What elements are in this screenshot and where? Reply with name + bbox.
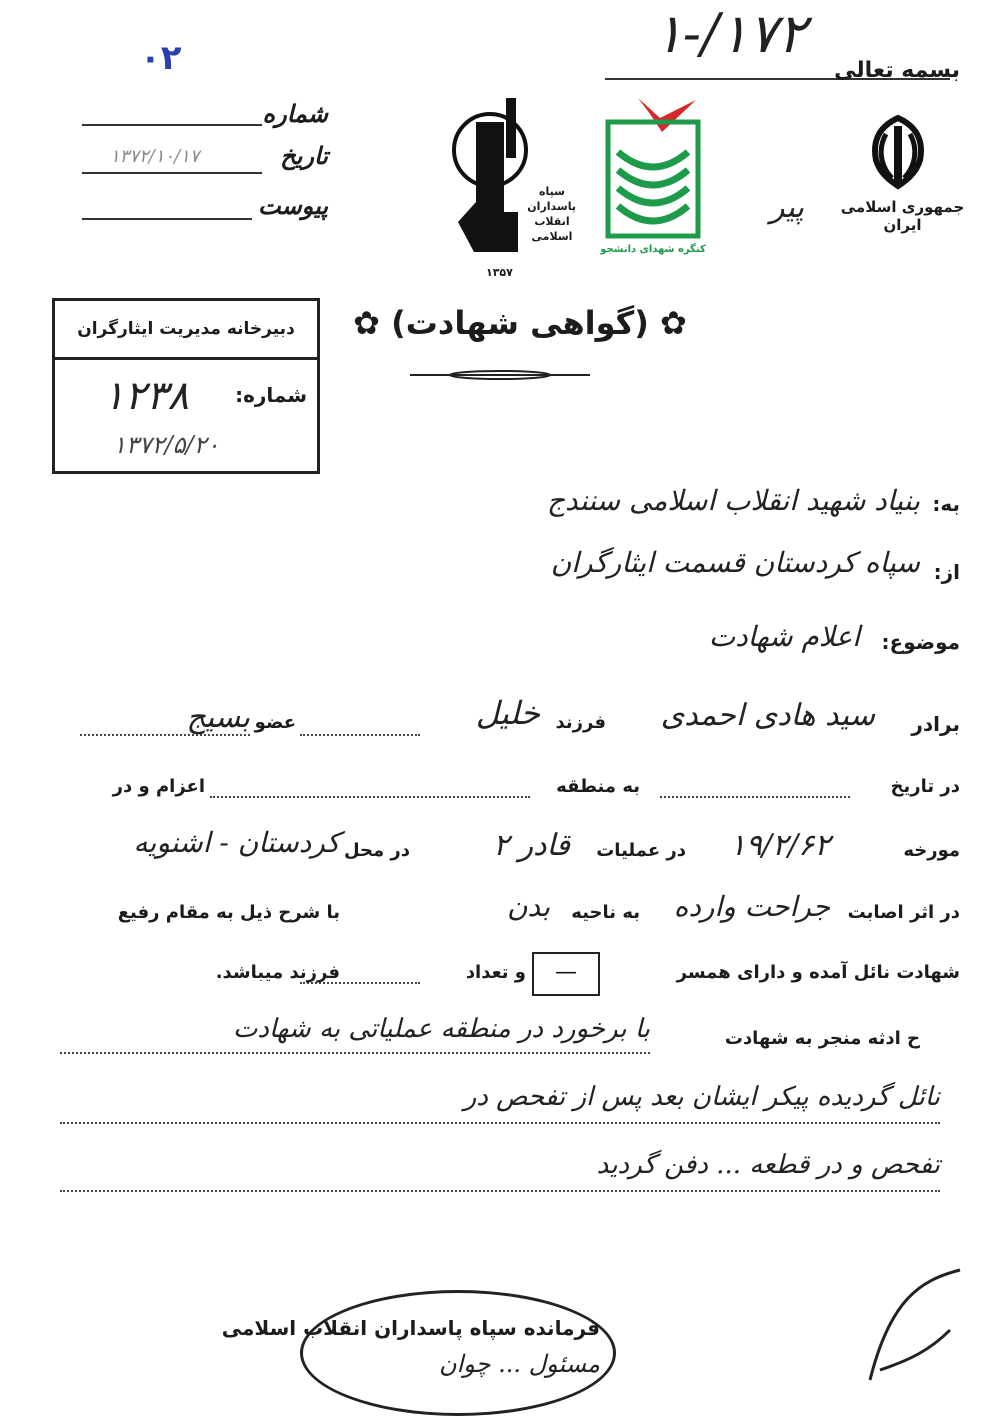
attachment-label: پیوست [258,192,328,220]
dispatched-label: اعزام و در [112,776,205,797]
area-value: بدن [506,890,550,923]
brother-label: برادر [911,712,960,736]
stamp-date-value: ۱۳۷۲/۵/۲۰ [113,431,220,459]
region-field [210,796,530,798]
operations-label: در عملیات [596,840,686,861]
to-region-label: به منطقه [556,776,640,797]
injury-label: در اثر اصابت [847,902,960,923]
brother-name: سید هادی احمدی [660,698,875,733]
desc-label: با شرح ذیل به مقام رفیع [117,902,340,923]
from-label: از: [933,560,960,584]
iran-emblem [858,112,938,192]
child-of-label: فرزند [555,712,606,733]
header-date-value: ۱۳۷۲/۱۰/۱۷ [110,146,200,167]
count-label: و تعداد [465,962,526,983]
registry-stamp [52,298,320,474]
incident-line-3: تفحص و در قطعه ... دفن گردید [596,1150,940,1180]
stamp-title: دبیرخانه مدیریت ایثارگران [77,319,295,339]
irgc-logo-year: ۱۳۵۷ [486,266,513,279]
signature-scribble [860,1260,970,1400]
number-line [82,124,262,126]
to-value: بنیاد شهید انقلاب اسلامی سنندج [546,484,920,517]
incident-rule-2 [60,1122,940,1124]
location-label: در محل [343,840,410,861]
date-line-label: در تاریخ [890,776,960,797]
flower-left-icon: ✿ [353,304,380,342]
incident-line-1: با برخورد در منطقه عملیاتی به شهادت [232,1014,650,1044]
from-value: سپاه کردستان قسمت ایثارگران [550,546,920,579]
to-label: به: [932,492,960,516]
subject-label: موضوع: [881,630,960,654]
stamp-number-value: ۱۲۳۸ [103,373,189,419]
operation-date: ۱۹/۲/۶۲ [729,828,831,863]
emblem-note: پیر [770,190,804,225]
father-name: خلیل [475,694,540,732]
basmala: بسمه تعالی [834,58,960,83]
attachment-line [82,218,252,220]
area-label: به ناحیه [571,902,640,923]
member-value: بسیج [186,700,250,735]
doc-title-row [350,304,690,342]
martyr-congress-logo [600,92,706,262]
martyr-logo-caption: کنگره شهدای دانشجو [600,244,706,255]
blue-mark: ۰۲ [140,38,182,78]
ornament-icon [410,369,590,381]
date-line [82,172,262,174]
spouse-box: — [532,952,600,996]
stamp-number-label: شماره: [235,383,307,407]
irgc-logo-icon [446,92,530,282]
incident-rule-1 [60,1052,650,1054]
emblem-caption: جمهوری اسلامی ایران [840,198,965,234]
operation-name: قادر ۲ [493,828,570,863]
iran-emblem-icon [858,112,938,192]
commander-title: فرمانده سپاه پاسداران انقلاب اسلامی [221,1316,600,1340]
doc-title: (گواهی شهادت) [391,304,649,342]
stamp-divider [55,357,317,360]
incident-rule-3 [60,1190,940,1192]
location-value: کردستان - اشنویه [133,826,340,859]
member-label: عضو [254,712,296,733]
subject-value: اعلام شهادت [708,620,860,653]
martyr-congress-logo-icon [600,92,706,262]
father-line [300,734,420,736]
martyrdom-label: شهادت نائل آمده و دارای همسر [676,962,960,983]
injury-value: جراحت وارده [673,890,830,923]
date-line-field [660,796,850,798]
children-label: فرزند میباشد. [215,962,340,983]
dated-label: مورخه [903,840,960,861]
date-label: تاریخ [280,142,328,170]
signature-scribble-icon [860,1260,970,1400]
signature: مسئول ... چوان [438,1350,600,1378]
incident-label: ح ادثه منجر به شهادت [724,1028,920,1049]
flower-right-icon: ✿ [660,304,687,342]
incident-line-2: نائل گردیده پیکر ایشان بعد پس از تفحص در [463,1082,940,1112]
irgc-logo [446,92,530,282]
title-ornament [410,366,590,378]
member-line [80,734,250,736]
number-label: شماره [262,100,328,128]
top-number: ۱-/۱۷۲ [653,2,807,65]
irgc-logo-caption: سپاه پاسداران انقلاب اسلامی [527,185,576,243]
